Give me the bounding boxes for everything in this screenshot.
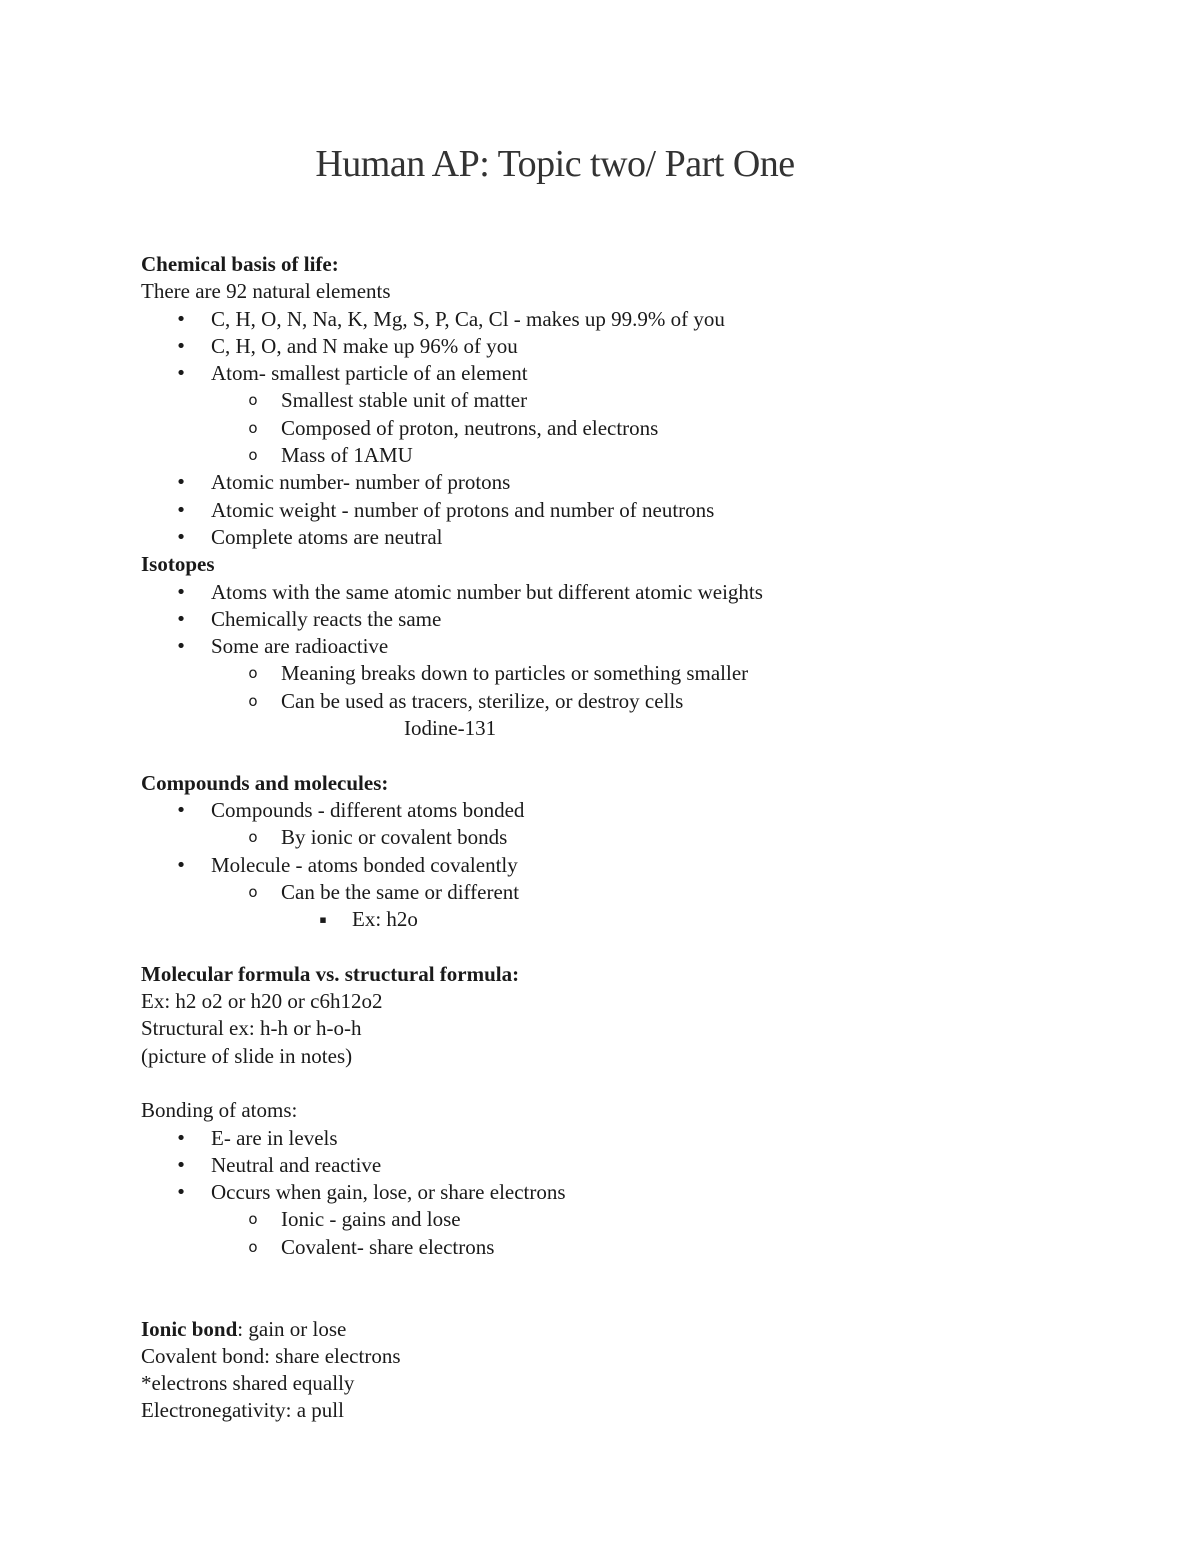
section-heading-chemical-basis: Chemical basis of life: bbox=[141, 252, 339, 276]
list-item: • Molecule - atoms bonded covalently bbox=[141, 852, 1121, 879]
notes-body bbox=[141, 251, 1121, 1425]
bullet-icon: • bbox=[175, 1182, 187, 1204]
bullet-icon: • bbox=[175, 363, 187, 385]
bullet-icon: • bbox=[175, 581, 187, 603]
section-heading-compounds: Compounds and molecules: bbox=[141, 770, 389, 795]
section-heading-bonding: Bonding of atoms: bbox=[141, 1098, 298, 1123]
circle-bullet-icon: o bbox=[248, 691, 258, 710]
ionic-bond-line bbox=[141, 1316, 1121, 1343]
list-item: • E- are in levels bbox=[141, 1125, 1121, 1152]
circle-bullet-icon: o bbox=[248, 1237, 258, 1256]
bullet-icon: • bbox=[175, 308, 187, 330]
bullet-icon: • bbox=[175, 499, 187, 521]
list-item: • Complete atoms are neutral bbox=[141, 524, 1121, 551]
sub-list-item: o Mass of 1AMU bbox=[141, 442, 1121, 469]
list-item: • Compounds - different atoms bonded bbox=[141, 797, 1121, 824]
bullet-icon: • bbox=[175, 1127, 187, 1149]
text-line: (picture of slide in notes) bbox=[141, 1043, 353, 1068]
text-line: *electrons shared equally bbox=[141, 1371, 355, 1396]
circle-bullet-icon: o bbox=[248, 446, 258, 465]
bullet-icon: • bbox=[175, 526, 187, 548]
list-item: • Atoms with the same atomic number but different atomic weights bbox=[141, 579, 1121, 606]
bullet-icon: • bbox=[175, 854, 187, 876]
sub-list-item: o By ionic or covalent bonds bbox=[141, 824, 1121, 851]
circle-bullet-icon: o bbox=[248, 882, 258, 901]
section-heading-isotopes: Isotopes bbox=[141, 552, 215, 577]
list-item: • Some are radioactive bbox=[141, 633, 1121, 660]
sub-list-item: o Composed of proton, neutrons, and electrons bbox=[141, 415, 1121, 442]
bullet-icon: • bbox=[175, 799, 187, 821]
circle-bullet-icon: o bbox=[248, 1210, 258, 1229]
sub-list-item: o Can be the same or different bbox=[141, 879, 1121, 906]
circle-bullet-icon: o bbox=[248, 664, 258, 683]
bullet-icon: • bbox=[175, 472, 187, 494]
list-item: • Occurs when gain, lose, or share electrons bbox=[141, 1179, 1121, 1206]
circle-bullet-icon: o bbox=[248, 391, 258, 410]
list-item: • Atomic number- number of protons bbox=[141, 469, 1121, 496]
sub-sub-list-item: ▪ Ex: h2o bbox=[141, 906, 1121, 933]
sub-list-item: o Can be used as tracers, sterilize, or destroy cells bbox=[141, 688, 1121, 715]
text-line: Ex: h2 o2 or h20 or c6h12o2 bbox=[141, 989, 383, 1014]
ionic-bond-definition: : gain or lose bbox=[237, 1316, 347, 1341]
text-line: Electronegativity: a pull bbox=[141, 1398, 344, 1423]
list-item: • C, H, O, and N make up 96% of you bbox=[141, 333, 1121, 360]
bullet-icon: • bbox=[175, 608, 187, 630]
ionic-bond-term: Ionic bond bbox=[141, 1316, 238, 1341]
text-line: Covalent bond: share electrons bbox=[141, 1343, 401, 1368]
sub-list-item: o Covalent- share electrons bbox=[141, 1234, 1121, 1261]
text-line: Structural ex: h-h or h-o-h bbox=[141, 1016, 362, 1041]
circle-bullet-icon: o bbox=[248, 828, 258, 847]
circle-bullet-icon: o bbox=[248, 418, 258, 437]
square-bullet-icon: ▪ bbox=[319, 913, 327, 927]
bullet-icon: • bbox=[175, 636, 187, 658]
sub-list-item: o Meaning breaks down to particles or something smaller bbox=[141, 660, 1121, 687]
list-item: • Atom- smallest particle of an element bbox=[141, 360, 1121, 387]
bullet-icon: • bbox=[175, 335, 187, 357]
list-item: • Chemically reacts the same bbox=[141, 606, 1121, 633]
list-item: • Neutral and reactive bbox=[141, 1152, 1121, 1179]
section-heading-formulas: Molecular formula vs. structural formula: bbox=[141, 961, 520, 986]
list-item: • Atomic weight - number of protons and number of neutrons bbox=[141, 497, 1121, 524]
document-title: Human AP: Topic two/ Part One bbox=[315, 143, 795, 185]
example-text: Iodine-131 bbox=[404, 716, 497, 741]
list-item: • C, H, O, N, Na, K, Mg, S, P, Ca, Cl - makes up 99.9% of you bbox=[141, 306, 1121, 333]
sub-list-item: o Smallest stable unit of matter bbox=[141, 387, 1121, 414]
intro-line: There are 92 natural elements bbox=[141, 279, 391, 304]
bullet-icon: • bbox=[175, 1154, 187, 1176]
sub-list-item: o Ionic - gains and lose bbox=[141, 1206, 1121, 1233]
